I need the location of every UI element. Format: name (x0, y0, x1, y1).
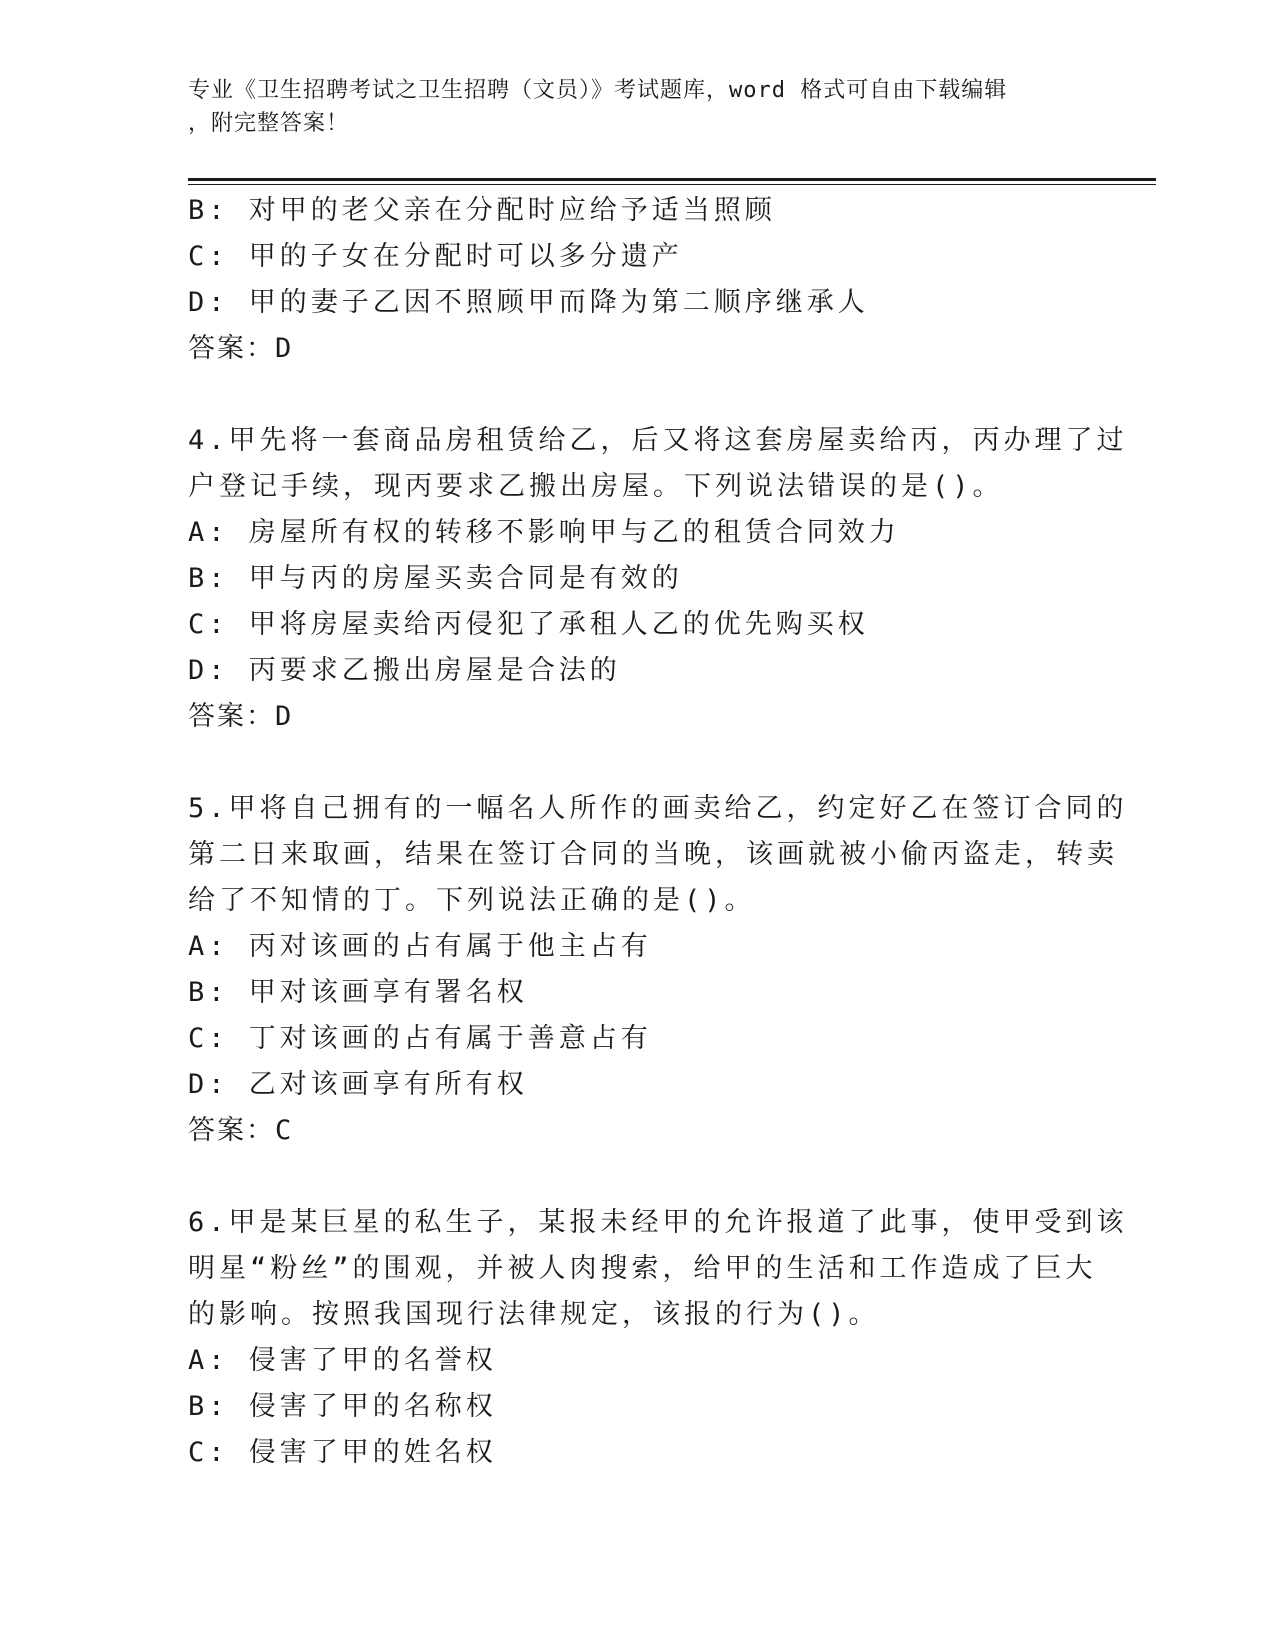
header-rule-thin (188, 184, 1156, 185)
option-b: B: 甲对该画享有署名权 (188, 977, 528, 1008)
option-d: D: 丙要求乙搬出房屋是合法的 (188, 655, 621, 686)
answer-line (188, 694, 1088, 740)
question-text-line: 6.甲是某巨星的私生子，某报未经甲的允许报道了此事，使甲受到该 (188, 1207, 1128, 1238)
answer-value: D (275, 333, 294, 364)
answer-value: D (275, 701, 294, 732)
answer-line (188, 326, 1088, 372)
spacer (188, 740, 1088, 786)
option-b: B: 对甲的老父亲在分配时应给予适当照顾 (188, 195, 776, 226)
option-a: A: 房屋所有权的转移不影响甲与乙的租赁合同效力 (188, 517, 900, 548)
spacer (188, 372, 1088, 418)
option-a: A: 侵害了甲的名誉权 (188, 1345, 497, 1376)
answer-label: 答案： (188, 701, 275, 732)
option-d: D: 甲的妻子乙因不照顾甲而降为第二顺序继承人 (188, 287, 869, 318)
answer-label: 答案： (188, 1115, 275, 1146)
option-c: C: 丁对该画的占有属于善意占有 (188, 1023, 652, 1054)
document-header (188, 74, 1088, 140)
answer-line (188, 1108, 1088, 1154)
answer-label: 答案： (188, 333, 275, 364)
option-c: C: 侵害了甲的姓名权 (188, 1437, 497, 1468)
option-b: B: 侵害了甲的名称权 (188, 1391, 497, 1422)
question-text-line: 明星“粉丝”的围观，并被人肉搜索，给甲的生活和工作造成了巨大 (188, 1253, 1097, 1284)
question-5 (188, 786, 1128, 1154)
header-line-2: ，附完整答案！ (188, 111, 350, 136)
option-c: C: 甲的子女在分配时可以多分遗产 (188, 241, 683, 272)
question-6 (188, 1200, 1128, 1476)
question-text-line: 户登记手续，现丙要求乙搬出房屋。下列说法错误的是()。 (188, 471, 1004, 502)
question-3-continued (188, 188, 1088, 372)
header-line-1: 专业《卫生招聘考试之卫生招聘（文员）》考试题库，word 格式可自由下载编辑 (188, 78, 1008, 103)
option-c: C: 甲将房屋卖给丙侵犯了承租人乙的优先购买权 (188, 609, 869, 640)
question-text-line: 给了不知情的丁。下列说法正确的是()。 (188, 885, 756, 916)
answer-value: C (275, 1115, 294, 1146)
question-text-line: 的影响。按照我国现行法律规定，该报的行为()。 (188, 1299, 880, 1330)
spacer (188, 1154, 1088, 1200)
document-body (188, 188, 1128, 1476)
option-b: B: 甲与丙的房屋买卖合同是有效的 (188, 563, 683, 594)
question-text-line: 第二日来取画，结果在签订合同的当晚，该画就被小偷丙盗走，转卖 (188, 839, 1118, 870)
option-a: A: 丙对该画的占有属于他主占有 (188, 931, 652, 962)
question-text-line: 5.甲将自己拥有的一幅名人所作的画卖给乙，约定好乙在签订合同的 (188, 793, 1128, 824)
header-rule-thick (188, 178, 1156, 181)
question-text-line: 4.甲先将一套商品房租赁给乙，后又将这套房屋卖给丙，丙办理了过 (188, 425, 1128, 456)
question-4 (188, 418, 1128, 740)
option-d: D: 乙对该画享有所有权 (188, 1069, 528, 1100)
